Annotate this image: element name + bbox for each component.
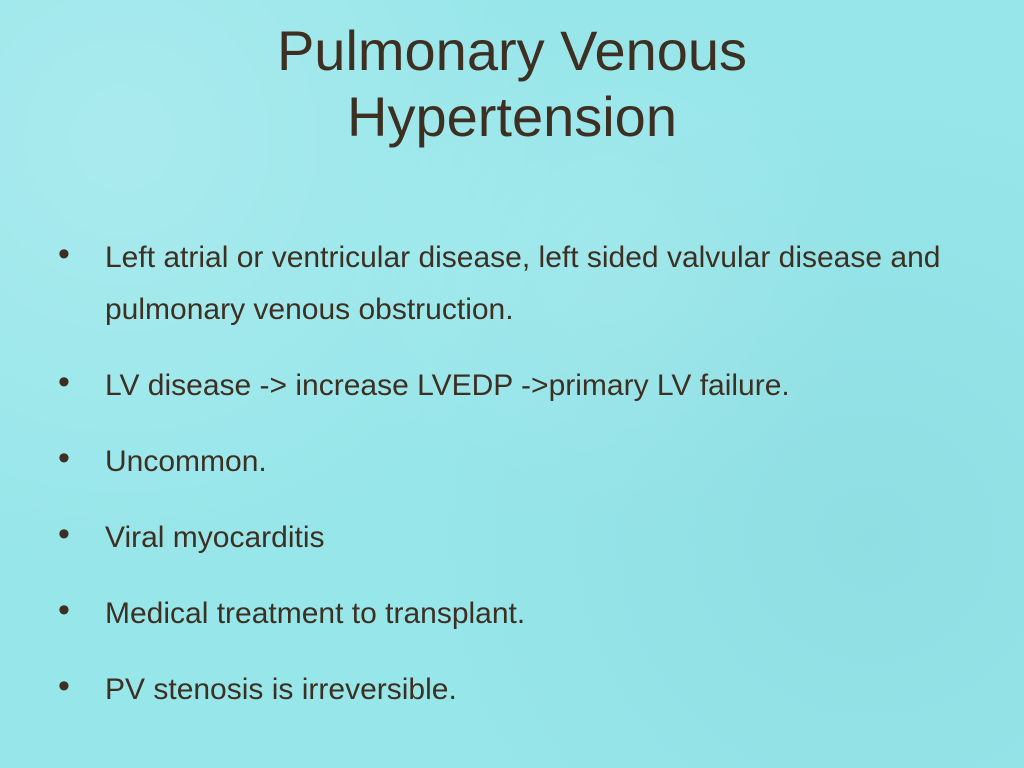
bullet-icon: • xyxy=(58,591,70,629)
bullet-item-2 xyxy=(58,360,958,412)
title-line-1: Pulmonary Venous xyxy=(276,19,748,82)
bullet-icon: • xyxy=(58,235,70,273)
slide-title xyxy=(0,18,1024,150)
bullet-icon: • xyxy=(58,667,70,705)
title-line-2: Hypertension xyxy=(347,85,677,148)
bullet-text-5: Medical treatment to transplant. xyxy=(105,597,526,630)
bullet-item-3 xyxy=(58,436,958,488)
bullet-item-4 xyxy=(58,512,958,564)
bullet-text-4: Viral myocarditis xyxy=(105,521,325,554)
bullet-item-5 xyxy=(58,588,958,640)
bullet-item-6 xyxy=(58,664,958,716)
bullet-text-6: PV stenosis is irreversible. xyxy=(105,673,457,706)
bullet-list xyxy=(58,232,958,740)
bullet-icon: • xyxy=(58,439,70,477)
bullet-icon: • xyxy=(58,515,70,553)
bullet-text-2: LV disease -> increase LVEDP ->primary LV failure. xyxy=(105,369,790,402)
bullet-text-3: Uncommon. xyxy=(105,445,267,478)
bullet-item-1 xyxy=(58,232,958,336)
bullet-text-1: Left atrial or ventricular disease, left sided valvular disease and pulmonary venous obstruction. xyxy=(105,241,941,326)
bullet-icon: • xyxy=(58,363,70,401)
